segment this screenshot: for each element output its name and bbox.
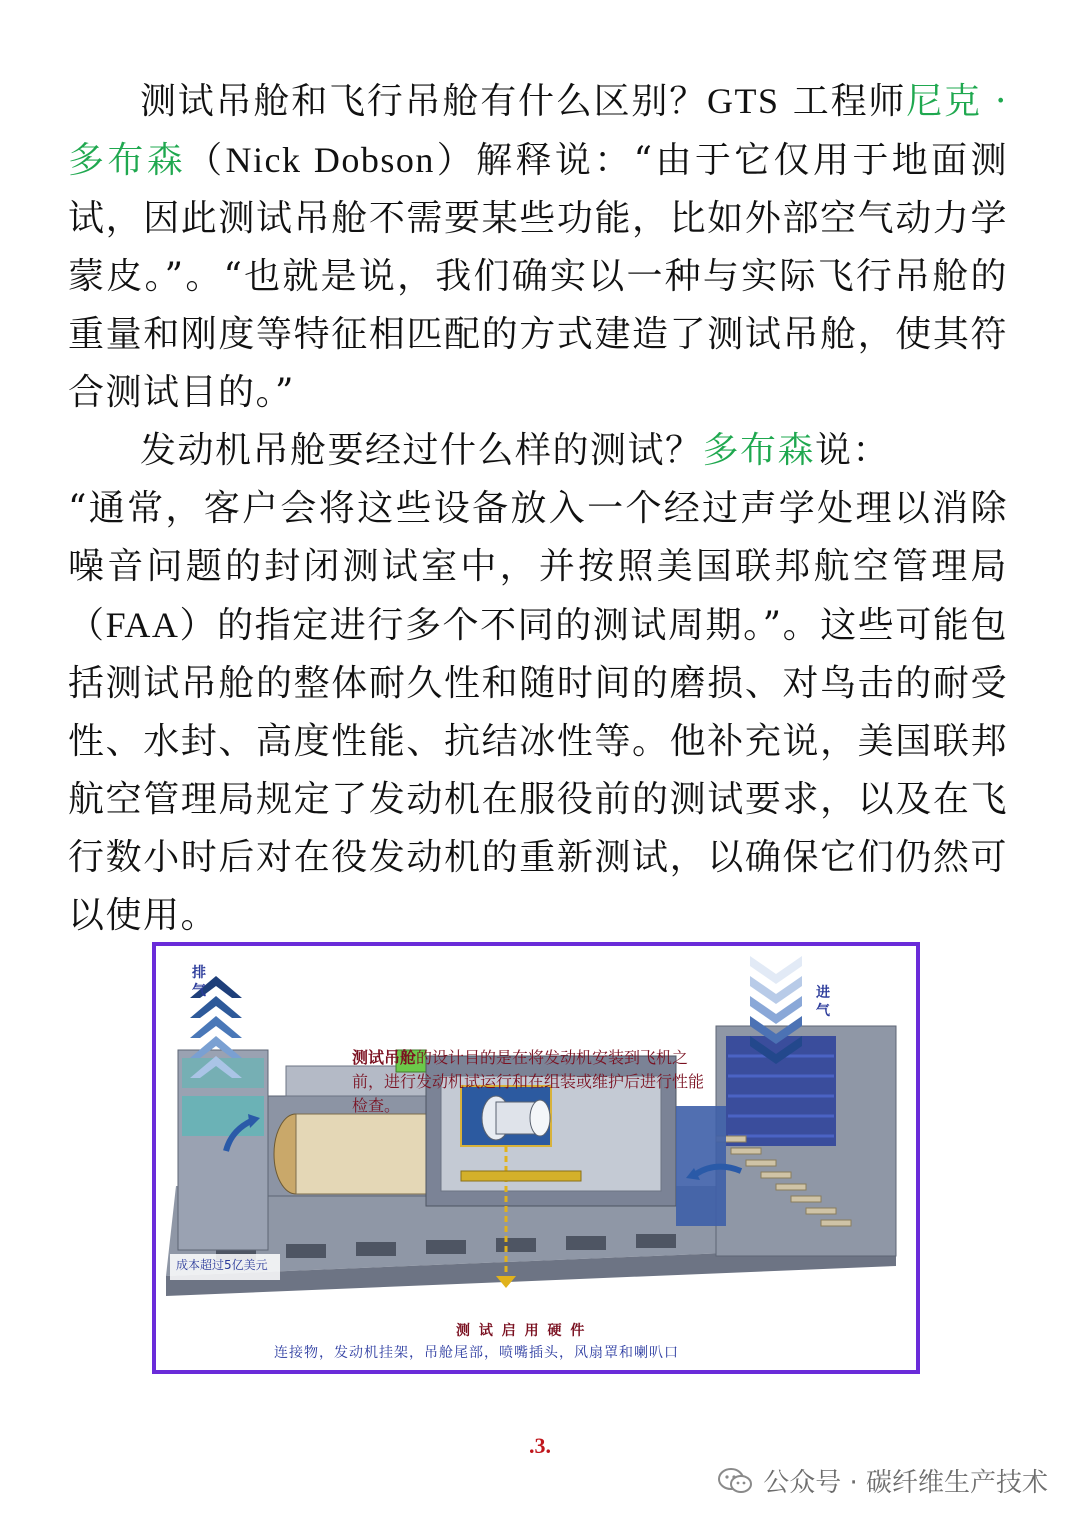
hardware-list: 连接物，发动机挂架，吊舱尾部，喷嘴插头，风扇罩和喇叭口 — [274, 1345, 679, 1361]
p1-text-a: 测试吊舱和飞行吊舱有什么区别？ — [140, 81, 708, 122]
p2-text-b: 说： — [815, 430, 891, 471]
paragraph-3 — [68, 480, 1008, 945]
person-name-highlight-2: 多布森 — [702, 430, 816, 471]
page-number: .3. — [529, 1433, 551, 1458]
person-name-highlight: 尼克 · 多布森 — [68, 81, 1008, 181]
latin-name: Nick Dobson — [225, 140, 435, 180]
paragraph-1 — [68, 72, 1008, 422]
watermark — [717, 1462, 1048, 1499]
wechat-icon — [717, 1466, 753, 1496]
p1-text-d: ）解释说：“由于它仅用于地面测试，因此测试吊舱不需要某些功能，比如外部空气动力学蒙皮。”。“也就是说，我们确实以一种与实际飞行吊舱的重量和刚度等特征相匹配的方式建造了测试吊舱，使其符合测试目的。” — [68, 140, 1008, 413]
test-cell-illustration — [156, 946, 916, 1370]
caption-bold: 测试吊舱 — [352, 1048, 417, 1067]
gts-text: GTS — [707, 81, 780, 121]
cost-label: 成本超过5亿美元 — [176, 1258, 268, 1272]
p1-text-c: （ — [186, 140, 226, 181]
hardware-title: 测 试 启 用 硬 件 — [456, 1323, 587, 1339]
watermark-text: 公众号 · 碳纤维生产技术 — [763, 1468, 1048, 1498]
paragraph-2 — [68, 422, 1008, 480]
thrust-stand — [461, 1171, 581, 1181]
test-cell-figure — [152, 942, 920, 1374]
exhaust-label: 排气 — [192, 965, 206, 999]
p3-text-b: ）的指定进行多个不同的测试周期。”。这些可能包括测试吊舱的整体耐久性和随时间的磨损、对鸟击的耐受性、水封、高度性能、抗结冰性等。他补充说，美国联邦航空管理局规定了发动机在服役前的测试要求，以及在飞行数小时后对在役发动机的重新测试，以确保它们仍然可以使用。 — [68, 605, 1008, 936]
augmenter-tube — [296, 1114, 446, 1194]
article-body — [68, 72, 1008, 945]
intake-label: 进气 — [816, 985, 830, 1019]
p1-text-b: 工程师 — [779, 81, 907, 122]
p3-text-a: “通常，客户会将这些设备放入一个经过声学处理以消除噪音问题的封闭测试室中，并按照美国联邦航空管理局（ — [68, 488, 1008, 646]
caption-rest: 的设计目的是在将发动机安装到飞机之前，进行发动机试运行和在组装或维护后进行性能检查。 — [352, 1048, 705, 1115]
p2-text-a: 发动机吊舱要经过什么样的测试？ — [140, 430, 703, 471]
faa-text: FAA — [105, 605, 180, 645]
figure-caption — [352, 1046, 712, 1118]
